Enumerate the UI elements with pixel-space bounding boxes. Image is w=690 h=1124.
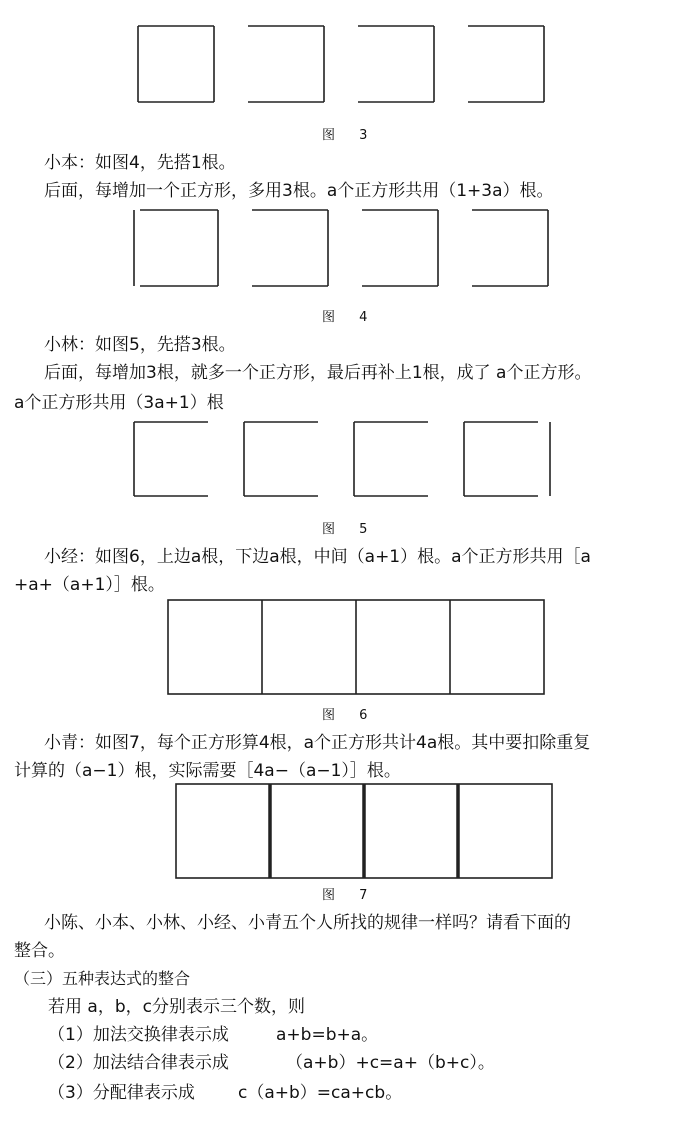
xiaolin-line-3: a个正方形共用（3a+1）根 [14,393,224,413]
figure-7-caption: 图 7 [322,888,378,903]
xiaolin-line-2: 后面，每增加3根，就多一个正方形，最后再补上1根，成了 a个正方形。 [44,363,592,383]
xiaolin-line-1: 小林：如图5，先搭3根。 [44,335,236,355]
figure-4-caption: 图 4 [322,310,378,325]
figure-6-caption: 图 6 [322,708,378,723]
xiaoqing-line-1: 小青：如图7，每个正方形算4根，a个正方形共计4a根。其中要扣除重复 [44,733,591,753]
figure-3 [130,20,560,110]
law-2-label: （2）加法结合律表示成 [48,1053,229,1073]
figure-6 [160,594,552,700]
xiaoqing-line-2: 计算的（a−1）根，实际需要［4a−（a−1）］根。 [14,761,401,781]
question-line-2: 整合。 [14,941,65,961]
xiaoben-line-1: 小本：如图4，先搭1根。 [44,153,236,173]
figure-4 [126,204,562,294]
figure-5-caption: 图 5 [322,522,378,537]
intro-line: 若用 a，b，c分别表示三个数，则 [48,997,305,1017]
question-line-1: 小陈、小本、小林、小经、小青五个人所找的规律一样吗？请看下面的 [44,913,571,933]
section-heading: （三）五种表达式的整合 [14,969,191,988]
figure-5 [126,416,562,506]
law-1-label: （1）加法交换律表示成 [48,1025,229,1045]
law-3-expression: c（a+b）=ca+cb。 [238,1083,403,1103]
law-2-expression: （a+b）+c=a+（b+c）。 [286,1053,495,1073]
xiaojing-line-1: 小经：如图6，上边a根，下边a根，中间（a+1）根。a个正方形共用［a [44,547,591,567]
figure-7 [170,778,562,884]
law-1-expression: a+b=b+a。 [276,1025,379,1045]
xiaojing-line-2: +a+（a+1）］根。 [14,575,165,595]
figure-3-caption: 图 3 [322,128,378,143]
xiaoben-line-2: 后面，每增加一个正方形，多用3根。a个正方形共用（1+3a）根。 [44,181,554,201]
law-3-label: （3）分配律表示成 [48,1083,195,1103]
